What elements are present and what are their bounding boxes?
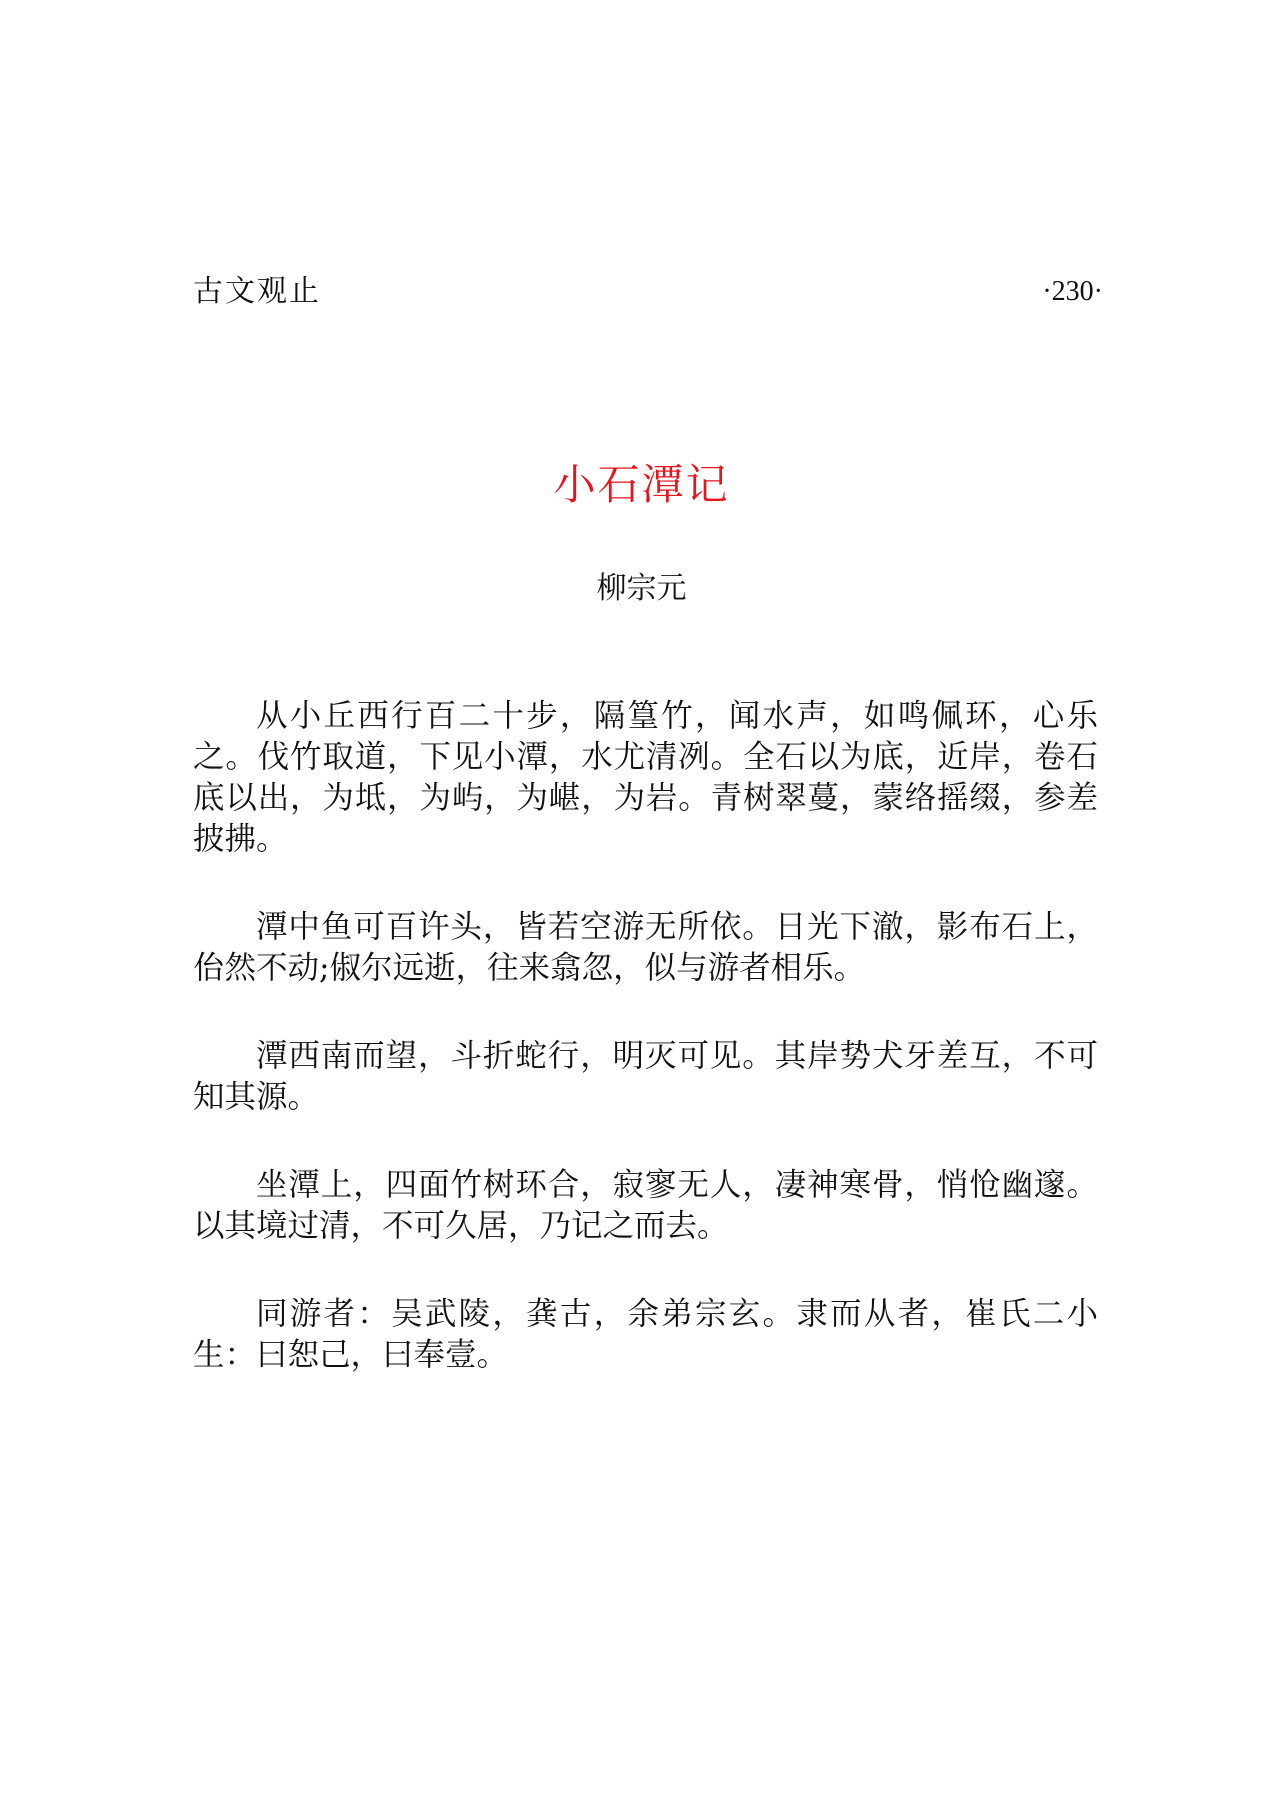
article-title: 小石潭记: [553, 460, 730, 509]
article-body: [193, 696, 1098, 1423]
article-author: 柳宗元: [596, 571, 687, 606]
paragraph: 从小丘西行百二十步，隔篁竹，闻水声，如鸣佩环，心乐之。伐竹取道，下见小潭，水尤清冽。全石以为底，近岸，卷石底以出，为坻，为屿，为嵁，为岩。青树翠蔓，蒙络摇缀，参差披拂。: [193, 698, 1098, 857]
book-title: 古文观止: [193, 274, 321, 309]
paragraph: 坐潭上，四面竹树环合，寂寥无人，凄神寒骨，悄怆幽邃。以其境过清，不可久居，乃记之而去。: [193, 1167, 1098, 1244]
paragraph: 同游者：吴武陵，龚古，余弟宗玄。隶而从者，崔氏二小生：曰恕己，曰奉壹。: [193, 1296, 1098, 1373]
paragraph: 潭中鱼可百许头，皆若空游无所依。日光下澈，影布石上，佁然不动;俶尔远逝，往来翕忽，似与游者相乐。: [193, 909, 1098, 986]
paragraph: 潭西南而望，斗折蛇行，明灭可见。其岸势犬牙差互，不可知其源。: [193, 1038, 1098, 1115]
page-number: ·230·: [1042, 276, 1103, 307]
